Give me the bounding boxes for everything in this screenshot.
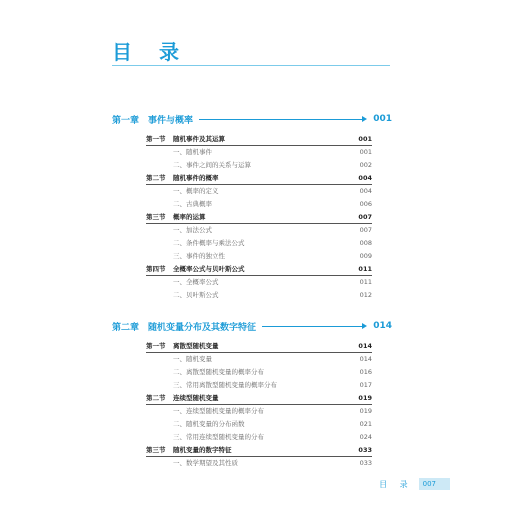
section-page-number: 001 — [358, 135, 372, 143]
section-page-number: 033 — [358, 446, 372, 454]
chapter-heading[interactable] — [112, 112, 392, 126]
toc-item[interactable] — [146, 380, 372, 391]
toc-item-label: 一、概率的定义 — [173, 187, 219, 195]
section-page-number: 014 — [358, 342, 372, 350]
toc-item[interactable] — [146, 406, 372, 417]
section-entry[interactable] — [146, 445, 372, 456]
toc-item-label: 一、全概率公式 — [173, 278, 219, 286]
toc-item-label: 三、常用离散型随机变量的概率分布 — [173, 381, 277, 389]
footer-page-number: 007 — [419, 478, 450, 490]
section-number: 第二节 — [146, 394, 166, 402]
toc-item[interactable] — [146, 238, 372, 249]
page-title: 目 录 — [112, 40, 189, 64]
section-title: 随机事件的概率 — [173, 174, 219, 182]
toc-item[interactable] — [146, 160, 372, 171]
section-title: 连续型随机变量 — [173, 394, 219, 402]
section-number: 第一节 — [146, 135, 166, 143]
toc-item-label: 一、加法公式 — [173, 226, 212, 234]
section-number: 第一节 — [146, 342, 166, 350]
toc-item-page-number: 007 — [359, 226, 372, 234]
toc-item-page-number: 008 — [359, 239, 372, 247]
toc-item[interactable] — [146, 432, 372, 443]
section-entry[interactable] — [146, 173, 372, 184]
section-title: 随机事件及其运算 — [173, 135, 225, 143]
toc-item-label: 二、条件概率与乘法公式 — [173, 239, 245, 247]
toc-item-page-number: 009 — [359, 252, 372, 260]
section-title: 离散型随机变量 — [173, 342, 219, 350]
toc-item-page-number: 017 — [359, 381, 372, 389]
toc-item-label: 二、离散型随机变量的概率分布 — [173, 368, 264, 376]
chapter-number: 第一章 — [112, 115, 140, 126]
toc-item-label: 二、事件之间的关系与运算 — [173, 161, 251, 169]
section-divider — [146, 456, 372, 457]
chapter-title: 随机变量分布及其数字特征 — [148, 322, 257, 333]
section-page-number: 004 — [358, 174, 372, 182]
toc-item-page-number: 016 — [359, 368, 372, 376]
toc-item-label: 一、数学期望及其性质 — [173, 459, 238, 467]
toc-item[interactable] — [146, 290, 372, 301]
toc-item-page-number: 012 — [359, 291, 372, 299]
section-title: 全概率公式与贝叶斯公式 — [173, 265, 245, 273]
toc-item[interactable] — [146, 367, 372, 378]
section-entry[interactable] — [146, 134, 372, 145]
toc-item[interactable] — [146, 186, 372, 197]
toc-item-label: 三、事件的独立性 — [173, 252, 225, 260]
section-divider — [146, 145, 372, 146]
section-page-number: 019 — [358, 394, 372, 402]
toc-item-label: 二、随机变量的分布函数 — [173, 420, 245, 428]
toc-item[interactable] — [146, 277, 372, 288]
section-title: 概率的运算 — [173, 213, 206, 221]
section-divider — [146, 404, 372, 405]
chapter-number: 第二章 — [112, 322, 140, 333]
section-entry[interactable] — [146, 393, 372, 404]
chapter-leader-arrow — [262, 326, 365, 327]
toc-item-label: 二、古典概率 — [173, 200, 212, 208]
section-entry[interactable] — [146, 212, 372, 223]
toc-item-page-number: 019 — [359, 407, 372, 415]
toc-item-page-number: 011 — [359, 278, 372, 286]
section-entry[interactable] — [146, 341, 372, 352]
section-number: 第二节 — [146, 174, 166, 182]
toc-item-label: 一、随机变量 — [173, 355, 212, 363]
toc-item-page-number: 021 — [359, 420, 372, 428]
section-number: 第三节 — [146, 446, 166, 454]
toc-item-page-number: 006 — [359, 200, 372, 208]
section-title: 随机变量的数字特征 — [173, 446, 232, 454]
toc-item-page-number: 014 — [359, 355, 372, 363]
toc-item[interactable] — [146, 419, 372, 430]
toc-item-label: 二、贝叶斯公式 — [173, 291, 219, 299]
toc-item-page-number: 004 — [359, 187, 372, 195]
chapter-heading[interactable] — [112, 319, 392, 333]
section-page-number: 007 — [358, 213, 372, 221]
toc-item-page-number: 002 — [359, 161, 372, 169]
section-entry[interactable] — [146, 264, 372, 275]
chapter-leader-arrow — [199, 119, 365, 120]
toc-item-label: 三、常用连续型随机变量的分布 — [173, 433, 264, 441]
chapter-page-number: 014 — [373, 321, 392, 331]
section-number: 第三节 — [146, 213, 166, 221]
toc-item[interactable] — [146, 251, 372, 262]
title-divider — [112, 65, 390, 66]
page-footer — [379, 478, 450, 490]
toc-item[interactable] — [146, 147, 372, 158]
chapter-title: 事件与概率 — [148, 115, 194, 126]
toc-item[interactable] — [146, 354, 372, 365]
toc-item[interactable] — [146, 225, 372, 236]
toc-item-label: 一、连续型随机变量的概率分布 — [173, 407, 264, 415]
toc-item-page-number: 001 — [359, 148, 372, 156]
toc-item-label: 一、随机事件 — [173, 148, 212, 156]
section-page-number: 011 — [358, 265, 372, 273]
toc-item[interactable] — [146, 199, 372, 210]
section-divider — [146, 184, 372, 185]
toc-item-page-number: 024 — [359, 433, 372, 441]
toc-item[interactable] — [146, 458, 372, 469]
toc-item-page-number: 033 — [359, 459, 372, 467]
footer-title: 目 录 — [379, 479, 413, 489]
section-divider — [146, 275, 372, 276]
chapter-page-number: 001 — [373, 114, 392, 124]
section-divider — [146, 352, 372, 353]
section-divider — [146, 223, 372, 224]
section-number: 第四节 — [146, 265, 166, 273]
